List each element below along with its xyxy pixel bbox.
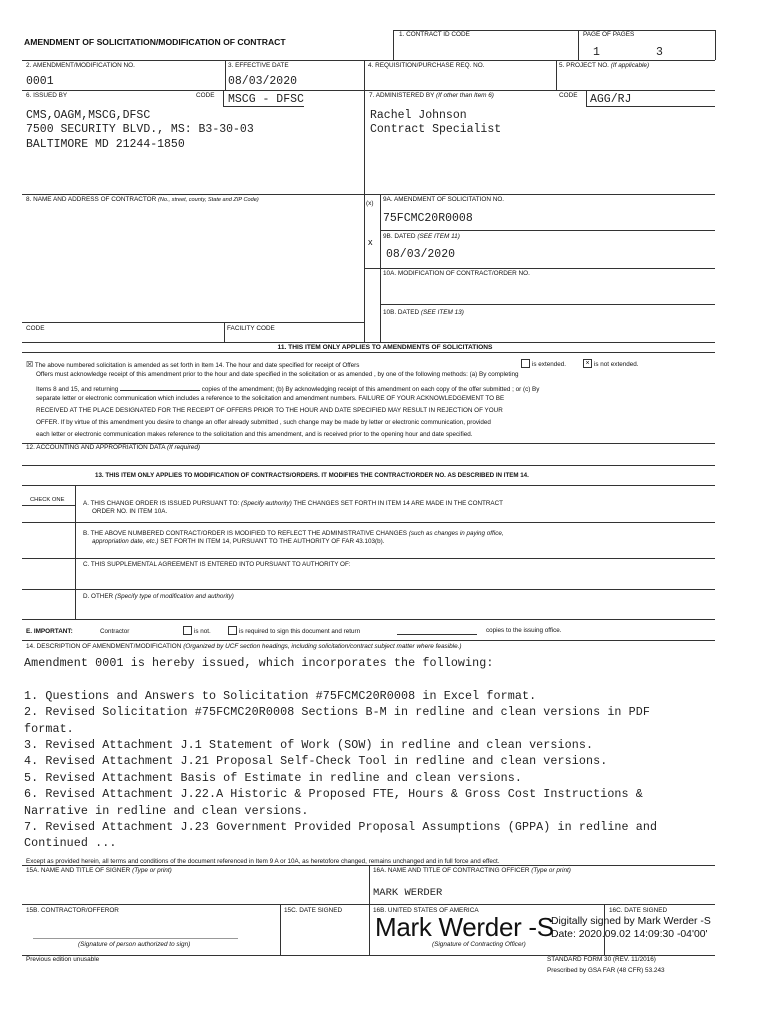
signer-label: 15A. NAME AND TITLE OF SIGNER (Type or print) bbox=[26, 867, 172, 874]
description-line: 4. Revised Attachment J.21 Proposal Self-Check Tool in redline and clean versions. bbox=[24, 754, 608, 769]
digital-signature-line: Date: 2020.09.02 14:09:30 -04'00' bbox=[551, 929, 708, 940]
item11-line6: OFFER. If by virtue of this amendment you desire to change an offer already submitted , such change may be made by letter or electronic communication, provided bbox=[36, 419, 491, 426]
issued-by-label: 6. ISSUED BY bbox=[26, 92, 68, 99]
description-line: Narrative in redline and clean versions. bbox=[24, 803, 309, 818]
accounting-label: 12. ACCOUNTING AND APPROPRIATION DATA (If required) bbox=[26, 444, 201, 451]
usa-label: 16B. UNITED STATES OF AMERICA bbox=[373, 907, 479, 914]
copies-count-blank[interactable] bbox=[397, 627, 477, 635]
digital-signature-block bbox=[551, 915, 711, 941]
total-pages: 3 bbox=[656, 46, 663, 59]
issued-code: MSCG - DFSC bbox=[228, 93, 304, 106]
effective-date-label: 3. EFFECTIVE DATE bbox=[228, 62, 289, 69]
form-title: AMENDMENT OF SOLICITATION/MODIFICATION OF CONTRACT bbox=[24, 37, 286, 47]
admin-code: AGG/RJ bbox=[590, 93, 632, 106]
dated-9b: 08/03/2020 bbox=[386, 248, 456, 261]
item11-line5: RECEIVED AT THE PLACE DESIGNATED FOR THE RECEIPT OF OFFERS PRIOR TO THE HOUR AND DATE SPECIFIED MAY RESULT IN REJECTION OF YOUR bbox=[36, 407, 503, 414]
item11-line4: separate letter or electronic communication which includes a reference to the solicitation and amendment numbers. FAILURE OF YOUR ACKNOWLEDGEMENT TO BE bbox=[36, 395, 505, 402]
is-not-extended-option[interactable]: × is not extended. bbox=[583, 360, 638, 369]
issued-by-line: CMS,OAGM,MSCG,DFSC bbox=[26, 109, 151, 122]
form-number: STANDARD FORM 30 (REV. 11/2016) bbox=[547, 956, 656, 963]
checkbox-icon[interactable] bbox=[183, 626, 192, 635]
checked-box-icon[interactable]: × bbox=[583, 359, 592, 368]
admin-code-label: CODE bbox=[559, 92, 578, 99]
previous-edition: Previous edition unusable bbox=[26, 956, 100, 963]
item11-line7: each letter or electronic communication makes reference to the solicitation and this amendment, and is received prior to the opening hour and date specified. bbox=[36, 431, 473, 438]
issued-by-line: 7500 SECURITY BLVD., MS: B3-30-03 bbox=[26, 123, 254, 137]
description-line: format. bbox=[24, 721, 74, 736]
administered-line: Contract Specialist bbox=[370, 123, 502, 137]
item11-line3: Items 8 and 15, and returning copies of the amendment; (b) By acknowledging receipt of this amendment on each copy of the offer submitted ; or (c) By bbox=[36, 383, 539, 393]
requisition-label: 4. REQUISITION/PURCHASE REQ. NO. bbox=[368, 62, 485, 69]
solicitation-no: 75FCMC20R0008 bbox=[383, 212, 473, 225]
description-label: 14. DESCRIPTION OF AMENDMENT/MODIFICATION (Organized by UCF section headings, including solicitation/contract subject matter where feasible.) bbox=[26, 643, 462, 650]
item11-line2: Offers must acknowledge receipt of this amendment prior to the hour and date specified in the solicitation or as amended , by one of the following methods: (a) By completing bbox=[36, 371, 519, 378]
facility-code-label: FACILITY CODE bbox=[227, 325, 275, 332]
administered-by-label: 7. ADMINISTERED BY (If other than Item 6) bbox=[369, 92, 494, 99]
checkbox-icon[interactable] bbox=[228, 626, 237, 635]
except-statement: Except as provided herein, all terms and conditions of the document referenced in Item 9 A or 10A, as heretofore changed, remains unchanged and in full force and effect. bbox=[26, 858, 500, 865]
option-a[interactable]: A. THIS CHANGE ORDER IS ISSUED PURSUANT TO: (Specify authority) THE CHANGES SET FORTH IN ITEM 14 ARE MADE IN THE CONTRACT ORDER NO. IN ITEM 10A. bbox=[83, 500, 504, 515]
contractor-label: 8. NAME AND ADDRESS OF CONTRACTOR (No., street, county, State and ZIP Code) bbox=[26, 196, 259, 203]
item13-heading: 13. THIS ITEM ONLY APPLIES TO MODIFICATION OF CONTRACTS/ORDERS. IT MODIFIES THE CONTRACT/ORDER NO. AS DESCRIBED IN ITEM 14. bbox=[95, 472, 529, 479]
prescribed-by: Prescribed by GSA FAR (48 CFR) 53.243 bbox=[547, 967, 665, 974]
x-column-label: (x) bbox=[366, 200, 374, 207]
is-not-option[interactable]: is not. bbox=[183, 627, 211, 636]
contractor-offeror-label: 15B. CONTRACTOR/OFFEROR bbox=[26, 907, 119, 914]
administered-by-address bbox=[370, 109, 501, 138]
amended-check-icon[interactable]: ☒ bbox=[26, 360, 34, 369]
description-line: 1. Questions and Answers to Solicitation #75FCMC20R0008 in Excel format. bbox=[24, 688, 537, 703]
option-d[interactable]: D. OTHER (Specify type of modification and authority) bbox=[83, 593, 234, 600]
date-signed-16c-label: 16C. DATE SIGNED bbox=[609, 907, 668, 914]
check-one-label: CHECK ONE bbox=[30, 497, 65, 503]
officer-label: 16A. NAME AND TITLE OF CONTRACTING OFFICER (Type or print) bbox=[373, 867, 571, 874]
project-no-label: 5. PROJECT NO. (If applicable) bbox=[559, 62, 650, 69]
amendment-solicitation-label: 9A. AMENDMENT OF SOLICITATION NO. bbox=[383, 196, 505, 203]
description-line: Amendment 0001 is hereby issued, which incorporates the following: bbox=[24, 656, 494, 670]
is-extended-option[interactable]: is extended. bbox=[521, 360, 566, 369]
modification-10a-label: 10A. MODIFICATION OF CONTRACT/ORDER NO. bbox=[383, 270, 530, 277]
contractor-code-label: CODE bbox=[26, 325, 45, 332]
officer-name: MARK WERDER bbox=[373, 887, 443, 899]
signature-person-label: (Signature of person authorized to sign) bbox=[78, 941, 191, 948]
signature: Mark Werder -S bbox=[375, 912, 554, 942]
amendment-no-label: 2. AMENDMENT/MODIFICATION NO. bbox=[26, 62, 135, 69]
copies-text: copies to the issuing office. bbox=[486, 627, 562, 634]
page-of-pages-label: PAGE OF PAGES bbox=[583, 31, 635, 38]
issued-code-label: CODE bbox=[196, 92, 215, 99]
description-line: 5. Revised Attachment Basis of Estimate in redline and clean versions. bbox=[24, 770, 522, 785]
option-b[interactable]: B. THE ABOVE NUMBERED CONTRACT/ORDER IS MODIFIED TO REFLECT THE ADMINISTRATIVE CHANGES (such as changes in paying office, appropriation date, etc.) SET FORTH IN ITEM 14, PURSUANT TO THE AUTHORITY OF FAR 43.103(b). bbox=[83, 530, 504, 545]
description-body bbox=[24, 655, 657, 852]
description-line: 7. Revised Attachment J.23 Government Provided Proposal Assumptions (GPPA) in redline and bbox=[24, 820, 658, 835]
dated-10b-label: 10B. DATED (SEE ITEM 13) bbox=[383, 309, 464, 316]
description-line: 6. Revised Attachment J.22.A Historic & Proposed FTE, Hours & Gross Cost Instructions & bbox=[24, 787, 643, 802]
x-mark: x bbox=[368, 237, 373, 247]
copies-blank[interactable] bbox=[120, 383, 200, 391]
description-line: 3. Revised Attachment J.1 Statement of Work (SOW) in redline and clean versions. bbox=[24, 738, 594, 753]
contract-id-label: 1. CONTRACT ID CODE bbox=[399, 31, 470, 38]
administered-line: Rachel Johnson bbox=[370, 109, 467, 122]
option-c[interactable]: C. THIS SUPPLEMENTAL AGREEMENT IS ENTERED INTO PURSUANT TO AUTHORITY OF: bbox=[83, 561, 351, 568]
amendment-no: 0001 bbox=[26, 75, 54, 88]
is-required-option[interactable]: is required to sign this document and return bbox=[228, 627, 360, 636]
description-line: Continued ... bbox=[24, 836, 117, 851]
dated-9b-label: 9B. DATED (SEE ITEM 11) bbox=[383, 233, 460, 240]
important-contractor: Contractor bbox=[100, 628, 130, 635]
issued-by-address bbox=[26, 109, 254, 152]
digital-signature-line: Digitally signed by Mark Werder -S bbox=[551, 916, 711, 927]
checkbox-icon[interactable] bbox=[521, 359, 530, 368]
important-label: E. IMPORTANT: bbox=[26, 628, 73, 635]
signature-officer-label: (Signature of Contracting Officer) bbox=[432, 941, 526, 948]
page-number: 1 bbox=[593, 46, 600, 59]
issued-by-line: BALTIMORE MD 21244-1850 bbox=[26, 137, 185, 151]
description-line: 2. Revised Solicitation #75FCMC20R0008 Sections B-M in redline and clean versions in PDF bbox=[24, 705, 650, 720]
date-signed-15c-label: 15C. DATE SIGNED bbox=[284, 907, 343, 914]
description-line bbox=[24, 671, 657, 687]
item11-line1: ☒ The above numbered solicitation is amended as set forth in Item 14. The hour and date specified for receipt of Offers bbox=[26, 360, 360, 369]
effective-date: 08/03/2020 bbox=[228, 75, 298, 88]
item11-heading: 11. THIS ITEM ONLY APPLIES TO AMENDMENTS OF SOLICITATIONS bbox=[277, 344, 493, 351]
